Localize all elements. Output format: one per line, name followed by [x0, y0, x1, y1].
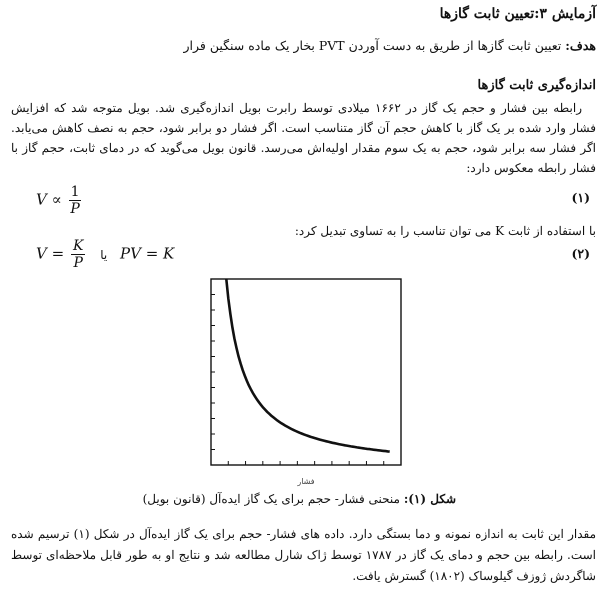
equation-2-denominator: P — [73, 255, 83, 271]
equation-1-lhs: V — [36, 190, 47, 209]
boyle-chart — [196, 270, 406, 492]
equation-2-equals: = — [51, 244, 65, 263]
pressure-volume-curve — [226, 279, 389, 452]
equation-1-fraction — [69, 184, 82, 217]
equation-1-number: (۱) — [571, 190, 590, 205]
figure-caption-text: منحنی فشار- حجم برای یک گاز ایده‌آل (قانون بویل) — [142, 492, 400, 506]
equation-2-connector: یا — [100, 247, 108, 262]
equation-2-numerator: K — [72, 238, 84, 254]
figure-caption-label: شکل (۱): — [403, 492, 456, 506]
equation-2-rhs: PV = K — [120, 244, 175, 263]
x-axis-label: فشار — [297, 477, 315, 486]
goal-label: هدف: — [565, 38, 596, 53]
figure-caption — [143, 492, 456, 506]
goal-text: تعیین ثابت گازها از طریق به دست آوردن PVT بخار یک ماده سنگین فرار — [183, 38, 562, 53]
equation-1-denominator: P — [70, 201, 80, 217]
paragraph-constant-k: با استفاده از ثابت K می توان تناسب را به تساوی تبدیل کرد: — [294, 224, 596, 238]
equation-2-number: (۲) — [571, 246, 590, 261]
equation-1-numerator: 1 — [70, 184, 80, 200]
paragraph-boyle-text: رابطه بین فشار و حجم یک گاز در ۱۶۶۲ میلادی توسط رابرت بویل اندازه‌گیری شد. بویل متوجه شد که افزایش فشار وارد شده بر یک گاز با کاهش حجم آن گاز متناسب است. اگر فشار دو برابر شود، حجم به نصف کاهش می‌یابد. اگر فشار سه برابر شود، حجم به یک سوم مقدار اولیه‌اش می‌رسد. قانون بویل می‌گوید که در دمای ثابت، حجم گاز با فشار رابطه معکوس دارد: — [11, 101, 596, 175]
paragraph-charles — [11, 524, 596, 587]
equation-2-lhs: V — [36, 244, 47, 263]
paragraph-boyle — [11, 98, 596, 178]
chart-frame — [211, 279, 401, 465]
section-heading: اندازه‌گیری ثابت گازها — [477, 78, 596, 93]
equation-2-fraction — [71, 238, 85, 271]
equation-1-symbol: ∝ — [51, 190, 62, 209]
equation-2 — [36, 238, 174, 271]
equation-1 — [36, 184, 83, 217]
goal-line — [183, 38, 596, 53]
page-title: آزمایش ۳:تعیین ثابت گازها — [439, 6, 596, 22]
paragraph-charles-text: مقدار این ثابت به اندازه نمونه و دما بستگی دارد. داده های فشار- حجم برای یک گاز ایده‌آل در شکل (۱) ترسیم شده است. رابطه بین حجم و دمای یک گاز در ۱۷۸۷ توسط ژاک شارل مطالعه شد و نتایج او به طور قابل ملاحظه‌ای توسط شاگردش ژوزف گیلوساک (۱۸۰۲) گسترش یافت. — [11, 527, 597, 583]
